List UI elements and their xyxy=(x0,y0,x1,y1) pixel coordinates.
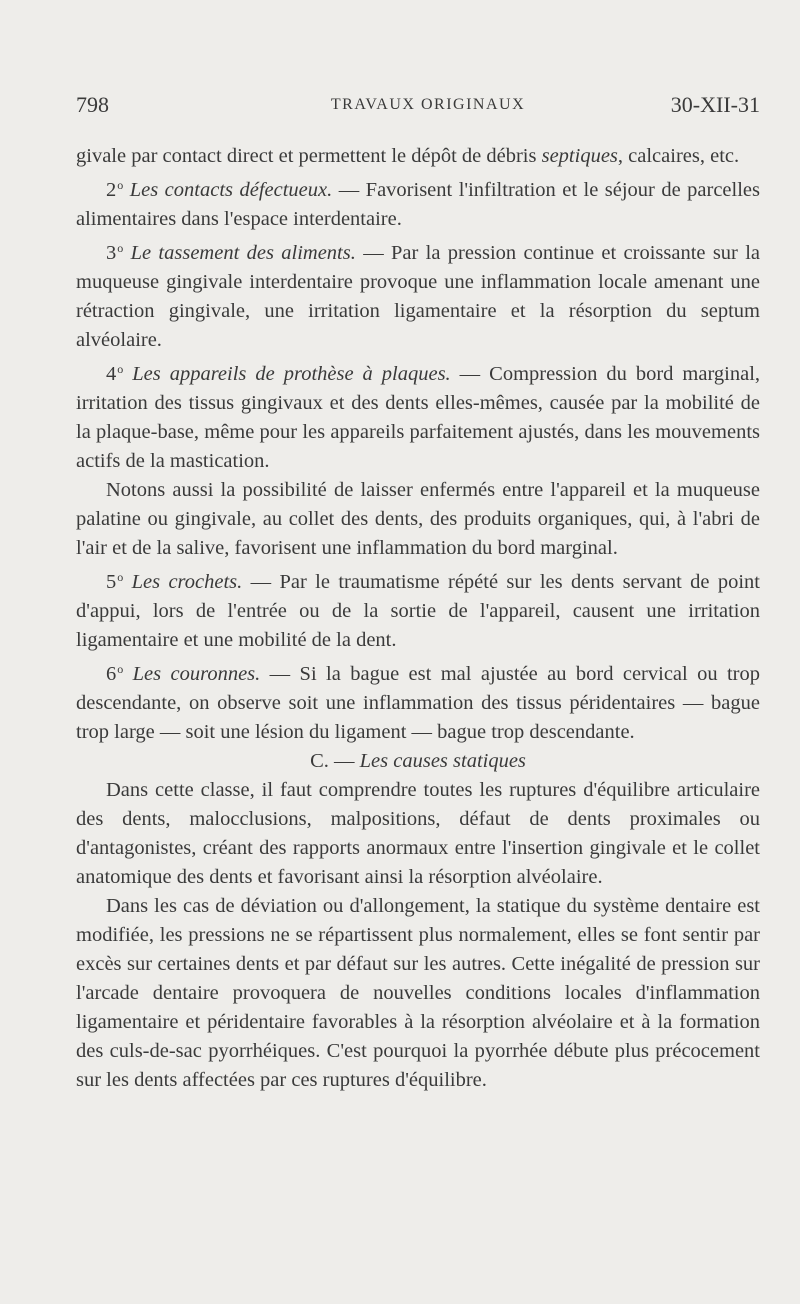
item-title: Les crochets. xyxy=(131,571,243,593)
item-number: 3 xyxy=(106,242,117,264)
ordinal-mark: o xyxy=(117,570,124,584)
item-title: Les couronnes. xyxy=(132,663,261,685)
body-text xyxy=(76,142,760,1095)
running-head xyxy=(76,92,760,122)
ordinal-mark: o xyxy=(117,362,124,376)
item-number: 5 xyxy=(106,571,117,593)
paragraph-continued xyxy=(76,142,760,171)
ordinal-mark: o xyxy=(117,662,124,676)
paragraph-text: givale par contact direct et permettent le dépôt de débris xyxy=(76,145,542,167)
section-heading xyxy=(76,747,760,776)
list-item-6 xyxy=(76,655,760,747)
list-item-5 xyxy=(76,563,760,655)
item-number: 4 xyxy=(106,363,117,385)
paragraph-section-1: Dans cette classe, il faut comprendre toutes les ruptures d'équilibre articulaire des dents, malocclusions, malpositions, défaut de dents proximales ou d'antagonistes, créant des rapports anormaux entre l'insertion gingivale et le collet anatomique des dents et favorisant ainsi la résorption alvéolaire. xyxy=(76,779,760,888)
page-number: 798 xyxy=(76,92,109,117)
list-item-4 xyxy=(76,355,760,476)
ordinal-mark: o xyxy=(117,178,124,192)
issue-reference: 30-XII-31 xyxy=(670,92,760,117)
italic-term: septiques xyxy=(541,145,618,167)
paragraph-section-2: Dans les cas de déviation ou d'allongement, la statique du système dentaire est modifiée, les pressions ne se répartissent plus normalement, elles se font sentir par excès sur certaines dents et par défaut sur les autres. Cette inégalité de pression sur l'arcade dentaire provoquera de nouvelles conditions locales d'inflammation ligamentaire et péridentaire favorables à la résorption alvéolaire et à la formation des culs-de-sac pyorrhéiques. C'est pourquoi la pyorrhée débute plus précocement sur les dents affectées par ces ruptures d'équilibre. xyxy=(76,895,760,1091)
list-item-3 xyxy=(76,234,760,355)
item-text: — Si la bague est mal ajustée au bord cervical ou trop descendante, on observe soit une inflammation des tissus péridentaires — bague trop large — soit une lésion du ligament — bague trop descendante. xyxy=(76,663,761,743)
item-text: — Par le traumatisme répété sur les dents servant de point d'appui, lors de l'entrée ou de la sortie de l'appareil, causent une irritation ligamentaire et une mobilité de la dent. xyxy=(76,571,760,651)
running-title: TRAVAUX ORIGINAUX xyxy=(330,96,526,113)
item-number: 2 xyxy=(106,179,117,201)
item-title: Le tassement des aliments. xyxy=(130,242,356,264)
item-title: Les contacts défectueux. xyxy=(129,179,333,201)
item-title: Les appareils de prothèse à plaques. xyxy=(132,363,451,385)
item-text: — Par la pression continue et croissante sur la muqueuse gingivale interdentaire provoque une inflammation locale amenant une rétraction gingivale, une irritation ligamentaire et la résorption du septum alvéolaire. xyxy=(76,242,760,351)
list-item-2 xyxy=(76,171,760,234)
item-text: — Favorisent l'infiltration et le séjour de parcelles alimentaires dans l'espace interdentaire. xyxy=(76,179,760,230)
paragraph-text: , calcaires, etc. xyxy=(617,145,740,167)
section-title: Les causes statiques xyxy=(359,750,526,772)
paragraph-notons: Notons aussi la possibilité de laisser enfermés entre l'appareil et la muqueuse palatine ou gingivale, au collet des dents, des produits organiques, qui, à l'abri de l'air et de la salive, favorisent une inflammation du bord marginal. xyxy=(76,479,760,559)
section-letter: C. — xyxy=(310,750,360,772)
ordinal-mark: o xyxy=(117,241,124,255)
item-number: 6 xyxy=(106,663,117,685)
item-text: — Compression du bord marginal, irritation des tissus gingivaux et des dents elles-mêmes, causée par la mobilité de la plaque-base, même pour les appareils parfaitement ajustés, dans les mouvements actifs de la mastication. xyxy=(76,363,761,472)
